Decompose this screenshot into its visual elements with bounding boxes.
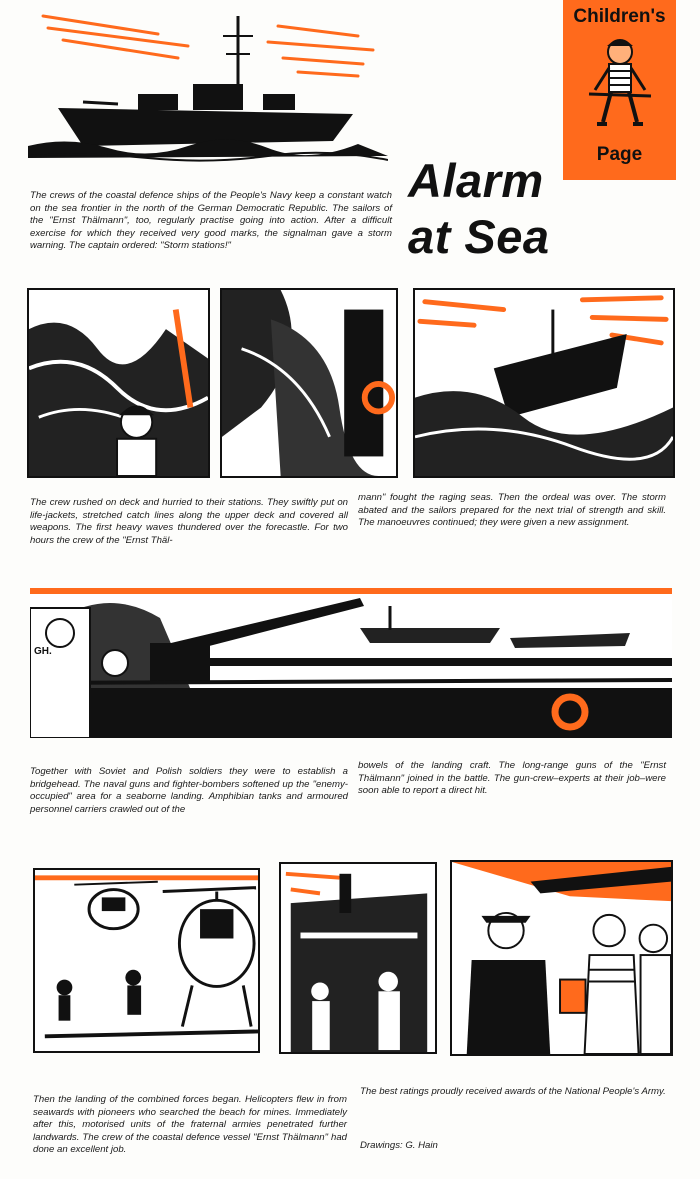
header-warship-illustration [28,6,388,166]
article-title-line2: at Sea [408,210,550,263]
article-title-line1: Alarm [408,154,544,207]
section2-left-text: Together with Soviet and Polish soldiers they were to establish a bridgehead. The naval guns and fighter-bombers softened up the "enemy-occupied" area for a seaborne landing. Amphibian tanks and armoured personnel carriers crawled out of the [30,766,348,815]
panel-waves-on-forecastle [220,288,398,478]
sailor-boy-icon [585,34,655,134]
panel-ship-deck-crew [279,862,437,1054]
section2-right-text: bowels of the landing craft. The long-range guns of the "Ernst Thälmann" joined in the battle. The gun-crew–experts at their job–were soon able to report a direct hit. [358,760,666,797]
section1-right-text: mann" fought the raging seas. Then the ordeal was over. The storm abated and the sailors prepared for the next trial of strength and skill. The manoeuvres continued; they were given a new assignment. [358,492,666,529]
panel-naval-landing [30,588,672,738]
artist-initials: GH. [34,646,52,657]
childrens-page-badge [563,0,676,180]
panel-helicopter-landing [33,868,260,1053]
section3-left-text: Then the landing of the combined forces began. Helicopters flew in from seawards with pioneers who searched the beach for mines. Immediately after this, motorised units of the fraternal armies penetrated further landwards. The crew of the coastal defence vessel "Ernst Thälmann" had done an excellent job. [33,1094,347,1156]
intro-paragraph: The crews of the coastal defence ships of the People's Navy keep a constant watch on the sea frontier in the north of the German Democratic Republic. The sailors of the "Ernst Thälmann", too, regularly practise going into action. After a difficult exercise for which they received very good marks, the signalman gave a storm warning. The captain ordered: "Storm stations!" [30,190,392,252]
section3-right-text: The best ratings proudly received awards of the National People's Army. [360,1086,666,1097]
badge-page-label: Page [596,144,643,165]
badge-title: Children's [573,6,666,27]
section1-left-text: The crew rushed on deck and hurried to their stations. They swiftly put on life-jackets, stretched catch lines along the upper deck and covered all weapons. The first heavy waves thundered over the forecastle. For two hours the crew of the "Ernst Thäl- [30,497,348,546]
panel-ship-in-storm [413,288,675,478]
panel-crew-on-deck [27,288,210,478]
drawings-credit: Drawings: G. Hain [360,1140,438,1151]
panel-awards-ceremony [450,860,673,1056]
